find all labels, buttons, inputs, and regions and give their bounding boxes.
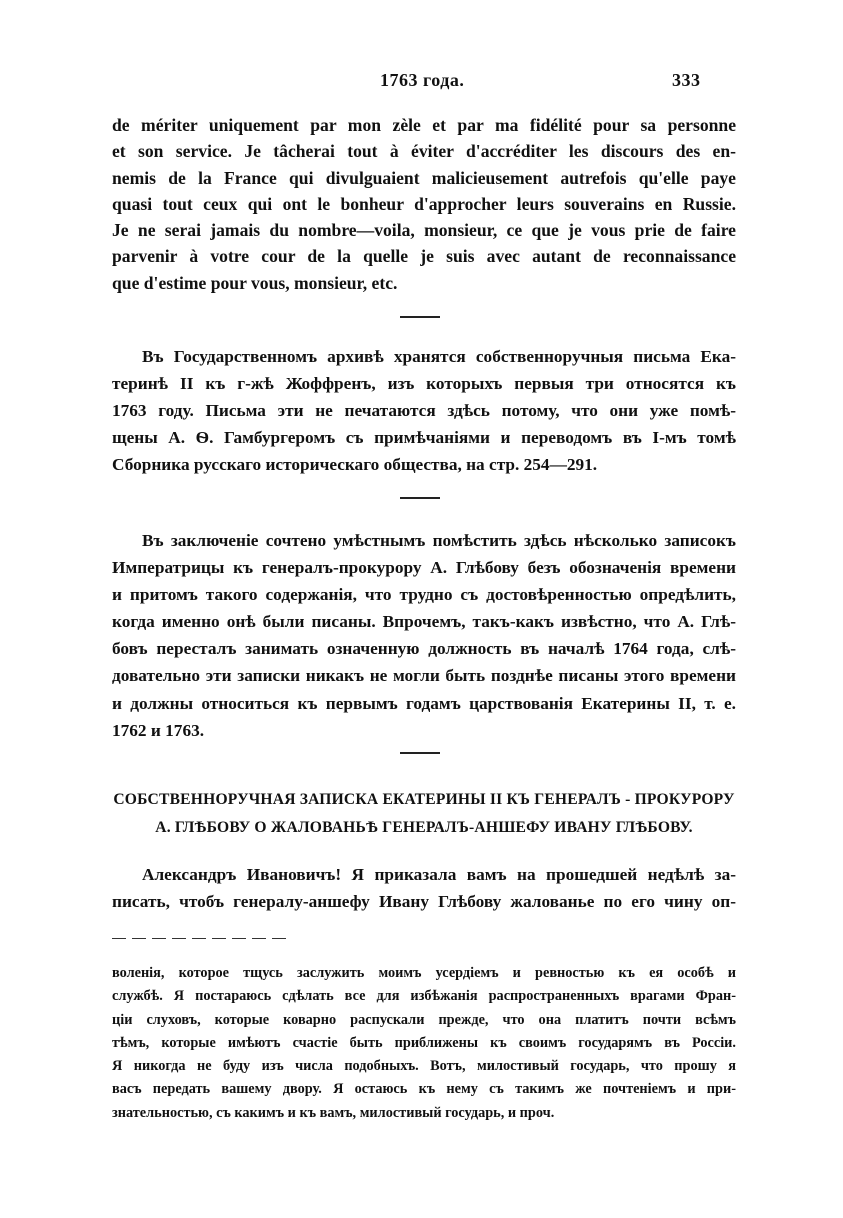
conclusion-line: Въ заключеніе сочтено умѣстнымъ помѣстить здѣсь нѣсколько записокъ bbox=[142, 531, 736, 550]
page-number: 333 bbox=[672, 70, 701, 90]
conclusion-line: Императрицы къ генералъ-прокурору А. Глѣбову безъ обозначенія времени bbox=[112, 558, 736, 578]
section-heading-line: А. ГЛѢБОВУ О ЖАЛОВАНЬѢ ГЕНЕРАЛЪ-АНШЕФУ ИВАНУ ГЛѢБОВУ. bbox=[155, 819, 693, 836]
french-line: quasi tout ceux qui ont le bonheur d'approcher leurs souverains en Russie. bbox=[112, 193, 736, 214]
french-line: Je ne serai jamais du nombre—voila, monsieur, ce que je vous prie de faire bbox=[112, 220, 736, 241]
footnote-line: Я никогда не буду изъ числа подобныхъ. Вотъ, милостивый государь, что прошу я bbox=[112, 1058, 736, 1075]
french-paragraph bbox=[112, 112, 736, 296]
archive-line: теринѣ II къ г-жѣ Жоффренъ, изъ которыхъ первыя три относятся къ bbox=[112, 374, 736, 394]
french-line: que d'estime pour vous, monsieur, etc. bbox=[112, 272, 398, 293]
footnote-line: службѣ. Я постараюсь сдѣлать все для избѣжанія распространенныхъ врагами Фран- bbox=[112, 988, 736, 1005]
french-line: nemis de la France qui divulguaient malicieusement autrefois qu'elle paye bbox=[112, 167, 736, 188]
conclusion-line: бовъ пересталъ занимать означенную должность въ началѣ 1764 года, слѣ- bbox=[112, 639, 736, 659]
conclusion-line: довательно эти записки никакъ не могли быть позднѣе писаны этого времени bbox=[112, 666, 736, 686]
footnote-separator bbox=[112, 938, 292, 939]
archive-line: Сборника русскаго историческаго общества, на стр. 254—291. bbox=[112, 455, 598, 475]
conclusion-line: когда именно онѣ были писаны. Впрочемъ, такъ-какъ извѣстно, что А. Глѣ- bbox=[112, 612, 736, 632]
french-line: de mériter uniquement par mon zèle et par ma fidélité pour sa personne bbox=[112, 115, 736, 135]
conclusion-line: и притомъ такого содержанія, что трудно съ достовѣренностью опредѣлить, bbox=[112, 585, 736, 605]
footnote-line: воленія, которое тщусь заслужить моимъ усердіемъ и ревностью къ ея особѣ и bbox=[112, 965, 736, 981]
running-header-title: 1763 года. bbox=[380, 70, 465, 90]
conclusion-line: и должны относиться къ первымъ годамъ царствованія Екатерины II, т. е. bbox=[112, 693, 736, 713]
conclusion-line: 1762 и 1763. bbox=[112, 720, 205, 740]
section-heading-line: СОБСТВЕННОРУЧНАЯ ЗАПИСКА ЕКАТЕРИНЫ II КЪ ГЕНЕРАЛЪ - ПРОКУРОРУ bbox=[113, 791, 735, 808]
letter-line: писать, чтобъ генералу-аншефу Ивану Глѣбову жалованье по его чину оп- bbox=[112, 892, 736, 912]
letter-line: Александръ Ивановичъ! Я приказала вамъ на прошедшей недѣлѣ за- bbox=[142, 865, 736, 884]
archive-paragraph bbox=[112, 343, 736, 478]
letter-paragraph bbox=[112, 861, 736, 915]
footnote bbox=[112, 962, 736, 1125]
section-heading bbox=[112, 786, 736, 842]
footnote-line: ціи слуховъ, которые коварно распускали прежде, что она платитъ почти всѣмъ bbox=[112, 1011, 736, 1028]
footnote-line: знательностью, съ какимъ и къ вамъ, милостивый государь, и проч. bbox=[112, 1104, 555, 1121]
footnote-line: тѣмъ, которые имѣютъ счастіе быть приближены къ своимъ государямъ въ Россіи. bbox=[112, 1034, 736, 1051]
footnote-line: васъ передать вашему двору. Я остаюсь къ нему съ такимъ же почтеніемъ и при- bbox=[112, 1081, 736, 1098]
archive-line: 1763 году. Письма эти не печатаются здѣсь потому, что они уже помѣ- bbox=[112, 401, 736, 421]
conclusion-paragraph bbox=[112, 527, 736, 744]
section-divider bbox=[400, 752, 440, 754]
french-line: parvenir à votre cour de la quelle je suis avec autant de reconnaissance bbox=[112, 246, 736, 267]
archive-line: Въ Государственномъ архивѣ хранятся собственноручныя письма Ека- bbox=[142, 347, 736, 366]
section-divider bbox=[400, 497, 440, 499]
french-line: et son service. Je tâcherai tout à éviter d'accréditer les discours des en- bbox=[112, 141, 736, 162]
section-divider bbox=[400, 316, 440, 318]
archive-line: щены А. Ѳ. Гамбургеромъ съ примѣчаніями и переводомъ въ I-мъ томѣ bbox=[112, 428, 736, 448]
